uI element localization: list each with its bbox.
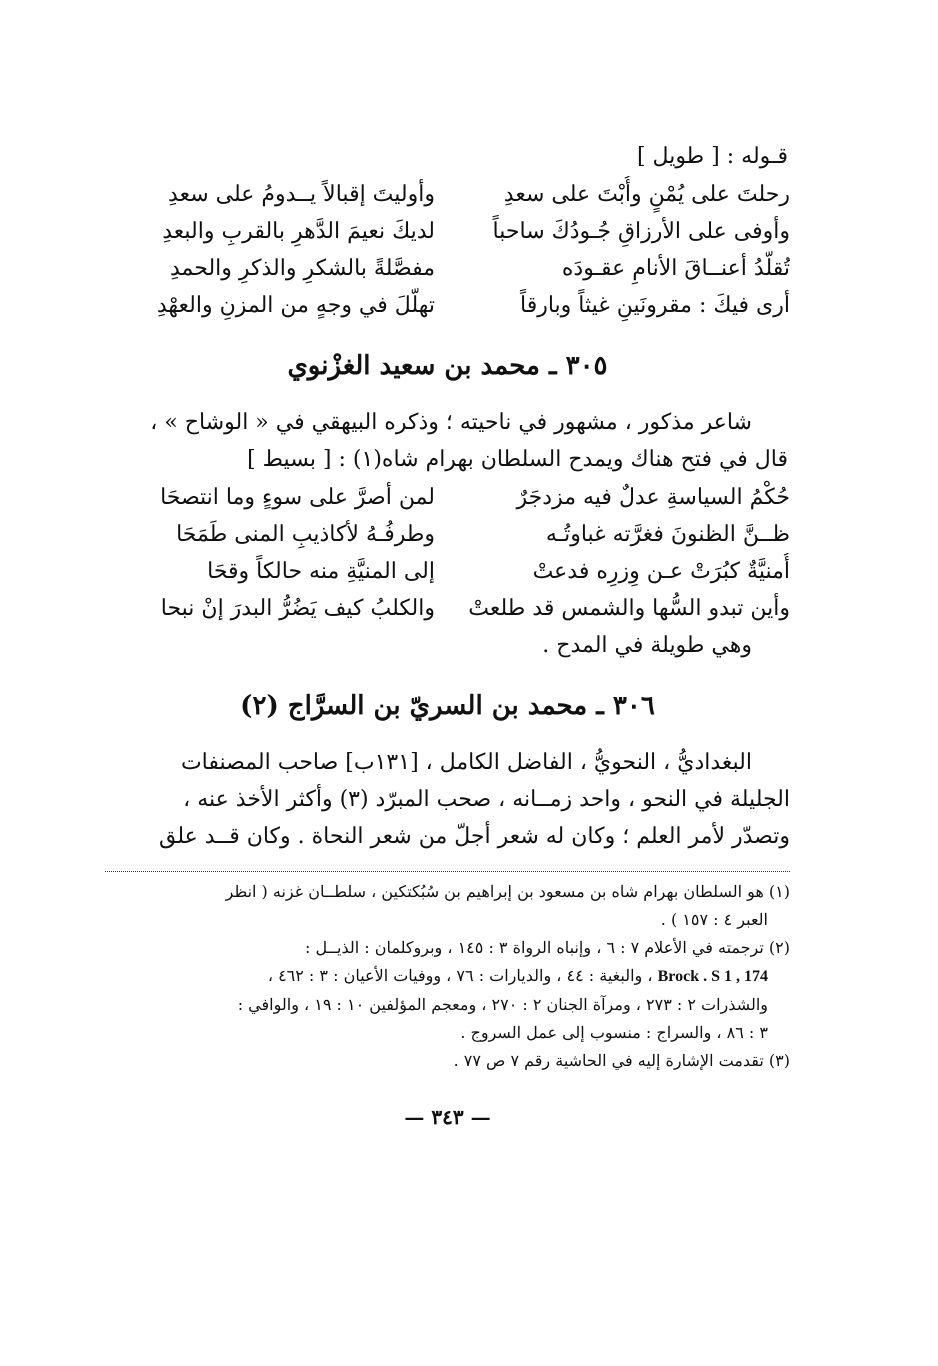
verse-second-hemistich: مفصَّلةً بالشكرِ والذكرِ والحمدِ [170,256,435,281]
verse [105,250,790,287]
verse [105,287,790,324]
verse-first-hemistich: ظــنَّ الظنونَ فغرَّته غباوتُـه [545,522,790,547]
book-page [105,138,790,1129]
verse-second-hemistich: لمن أصرَّ على سوءٍ وما انتصحَا [160,485,435,510]
verse-first-hemistich: أرى فيكَ : مقرونَينِ غيثاً وبارقاً [520,293,790,318]
verse-first-hemistich: وأين تبدو السُّها والشمس قد طلعتْ [468,596,790,621]
poem-intro: قـوله : [ طويل ] [636,144,788,169]
footnote-1: (١) هو السلطان بهرام شاه بن مسعود بن إبراهيم بن سُبُكتكين ، سلطــان غزنه ( انظر [225,882,790,901]
verse-second-hemistich: وأوليتَ إقبالاً يــدومُ على سعدِ [168,182,435,207]
verse-first-hemistich: حُكْمُ السياسةِ عدلٌ فيه مزدجَرٌ [516,485,790,510]
footnote-2-cont: والشذرات ٢ : ٢٧٣ ، ومرآة الجنان ٢ : ٢٧٠ ، ومعجم المؤلفين ١٠ : ١٩ ، والوافي : [237,995,768,1014]
footnote-2-text: ، والبغية : ٤٤ ، والديارات : ٧٦ ، ووفيات الأعيان : ٣ : ٤٦٢ ، [267,966,653,985]
verse [105,590,790,627]
verse-first-hemistich: أُمنيَّةٌ كبُرَتْ عـن وِزرِه فدعتْ [532,559,790,584]
page-number: — ٣٤٣ — [404,1105,491,1129]
verse-first-hemistich: رحلتَ على يُمْنٍ وأُبْتَ على سعدِ [503,182,790,207]
entry-305-closing [105,627,790,664]
verse-second-hemistich: تهلّلَ في وجهٍ من المزنِ والعهْدِ [156,293,435,318]
verse-second-hemistich: والكلبُ كيف يَضُرُّ البدرَ إنْ نبحا [160,596,435,621]
verse-second-hemistich: لديكَ نعيمَ الدَّهرِ بالقربِ والبعدِ [162,219,435,244]
verse-first-hemistich: وأوفى على الأرزاقِ جُـودُكَ ساحباً [492,219,790,244]
verse [105,553,790,590]
poem-intro: قال في فتح هناك ويمدح السلطان بهرام شاه(١) : [ بسيط ] [247,447,788,472]
entry-306-bio [105,744,790,855]
footnotes [105,878,790,1075]
entry-heading-306: ٣٠٦ ـ محمد بن السريّ بن السرَّاج (٢) [240,691,655,721]
footnote-2-cont [105,962,790,991]
bio-line: وتصدّر لأمر العلم ؛ وكان له شعر أجلّ من شعر النحاة . وكان قــد علق [159,824,790,849]
entry-heading-305: ٣٠٥ ـ محمد بن سعيد الغزْنوي [287,351,608,381]
closing-line: وهي طويلة في المدح . [542,633,752,658]
verse [105,176,790,213]
verse [105,516,790,553]
verse-first-hemistich: تُقلّدُ أعنــاقَ الأنامِ عقـودَه [561,256,790,281]
verse [105,213,790,250]
verse-second-hemistich: إلى المنيَّةِ منه حالكاً وقحَا [207,559,435,584]
verse-second-hemistich: وطرفُـهُ لأكاذيبِ المنى طَمَحَا [176,522,435,547]
bio-line: شاعر مذكور ، مشهور في ناحيته ؛ وذكره البيهقي في « الوشاح » ، [150,410,752,435]
entry-305-bio [105,404,790,441]
footnote-divider [105,871,790,872]
poem-304 [105,176,790,324]
latin-citation: Brock . S 1 , 174 [657,968,768,985]
footnote-2-cont: ٣ : ٨٦ ، والسراج : منسوب إلى عمل السروج . [460,1023,768,1042]
bio-line: الجليلة في النحو ، واحد زمــانه ، صحب المبرّد (٣) وأكثر الأخذ عنه ، [183,787,790,812]
footnote-3: (٣) تقدمت الإشارة إليه في الحاشية رقم ٧ ص ٧٧ . [453,1051,790,1070]
verse [105,479,790,516]
bio-line: البغداديُّ ، النحويُّ ، الفاضل الكامل ، [١٣١ب] صاحب المصنفات [180,750,752,775]
footnote-1-cont: العبر ٤ : ١٥٧ ) . [660,910,768,929]
footnote-2: (٢) ترجمته في الأعلام ٧ : ٦ ، وإنباه الرواة ٣ : ١٤٥ ، وبروكلمان : الذيــل : [305,938,790,957]
poem-305 [105,479,790,627]
